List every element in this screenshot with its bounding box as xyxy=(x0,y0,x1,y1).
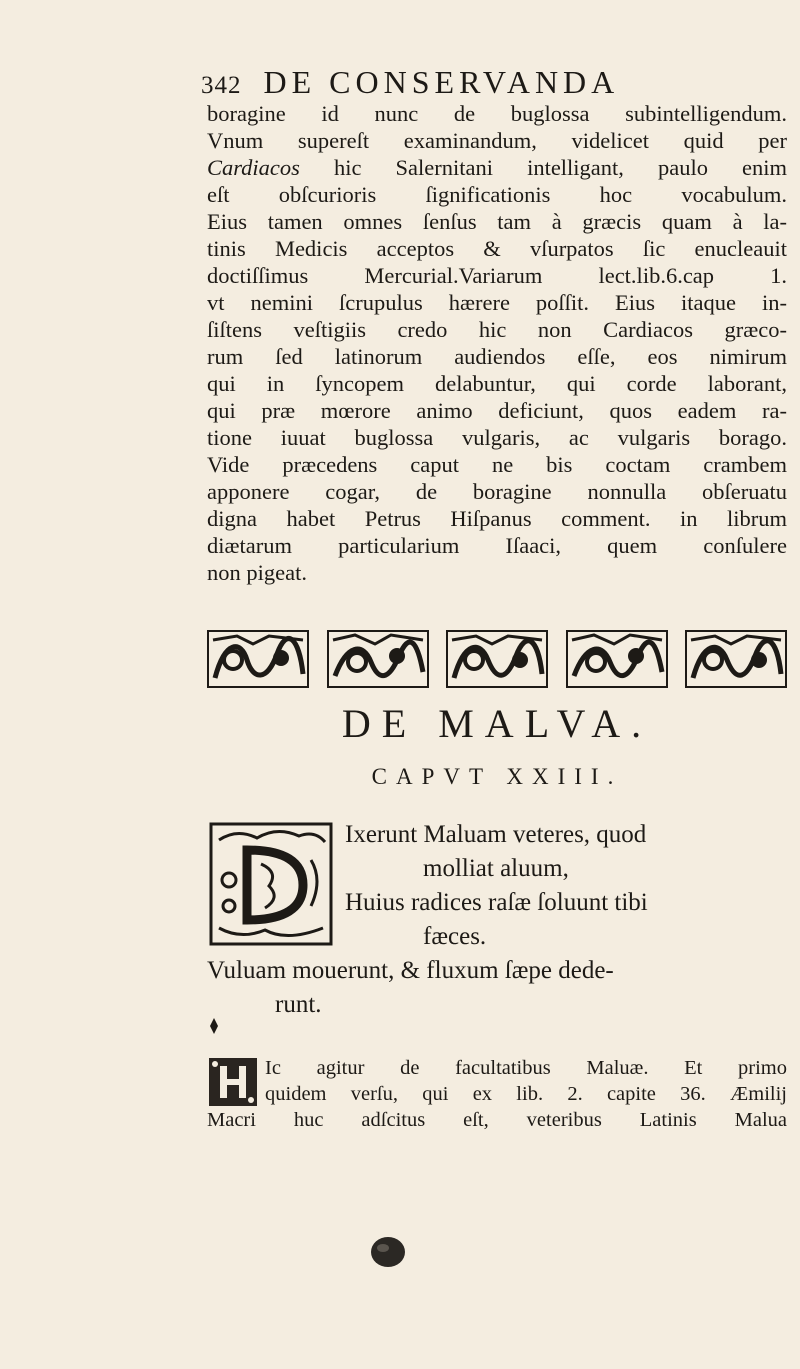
body-line xyxy=(207,154,787,181)
headpiece-block xyxy=(327,630,429,688)
verse-line: Vuluam mouerunt, & fluxum ſæpe dede- xyxy=(207,957,614,984)
body-line: eſt obſcurioris ſignificationis hoc vocabulum. xyxy=(207,182,787,207)
body-line: diætarum particularium Iſaaci, quem conſulere xyxy=(207,533,787,558)
verse-line: Ixerunt Maluam veteres, quod xyxy=(345,821,647,848)
headpiece-block xyxy=(207,630,309,688)
body-line: qui in ſyncopem delabuntur, qui corde laborant, xyxy=(207,371,787,396)
body-line: boragine id nunc de buglossa subintelligendum. xyxy=(207,101,787,126)
verse-block xyxy=(345,818,795,954)
commentary-line: Macri huc adſcitus eſt, veteribus Latinis Malua xyxy=(207,1109,787,1131)
verse-line: molliat aluum, xyxy=(423,855,569,882)
body-line: Eius tamen omnes ſenſus tam à græcis quam à la- xyxy=(207,209,787,234)
verse-continuation xyxy=(207,954,797,1022)
body-line: apponere cogar, de boragine nonnulla obſeruatu xyxy=(207,479,787,504)
body-line: non pigeat. xyxy=(207,560,307,585)
verse-line: Huius radices raſæ ſoluunt tibi xyxy=(345,889,648,916)
verse-line: fæces. xyxy=(423,923,487,950)
body-line: Vnum supereſt examinandum, videlicet quid per xyxy=(207,128,787,153)
woodcut-headpiece-icon xyxy=(207,628,787,690)
section-title: DE MALVA. xyxy=(341,701,653,746)
body-line: qui præ mœrore animo deficiunt, quos eadem ra- xyxy=(207,398,787,423)
commentary-paragraph xyxy=(207,1055,787,1133)
body-line: tinis Medicis acceptos & vſurpatos ſic enucleauit xyxy=(207,236,787,261)
commentary-line: Ic agitur de facultatibus Maluæ. Et primo xyxy=(265,1057,787,1079)
body-paragraph xyxy=(207,100,787,586)
headpiece-block xyxy=(566,630,668,688)
commentary-line: quidem verſu, qui ex lib. 2. capite 36. Æmilij xyxy=(265,1083,787,1105)
body-line: doctiſſimus Mercurial.Variarum lect.lib.6.cap 1. xyxy=(207,263,787,288)
body-line-rest: hic Salernitani intelligant, paulo enim xyxy=(334,155,788,180)
body-line: digna habet Petrus Hiſpanus comment. in librum xyxy=(207,506,787,531)
ink-stain xyxy=(366,1232,410,1272)
italic-word: Cardiacos xyxy=(207,155,300,180)
body-line: vt nemini ſcrupulus hærere poſſit. Eius itaque in- xyxy=(207,290,787,315)
running-title: DE CONSERVANDA xyxy=(263,64,620,100)
headpiece-block xyxy=(685,630,787,688)
chapter-label: CAPVT XXIII. xyxy=(371,764,623,789)
body-line: Vide præcedens caput ne bis coctam crambem xyxy=(207,452,787,477)
running-head xyxy=(201,64,701,102)
body-line: rum ſed latinorum audiendos eſſe, eos nimirum xyxy=(207,344,787,369)
fleuron-icon xyxy=(204,1016,224,1036)
page-number: 342 xyxy=(201,72,242,99)
body-line: tione iuuat buglossa vulgaris, ac vulgaris borago. xyxy=(207,425,787,450)
initial-D-floral-icon xyxy=(207,820,335,948)
headpiece-block xyxy=(446,630,548,688)
verse-line: runt. xyxy=(275,991,322,1018)
body-line: ſiſtens veſtigiis credo hic non Cardiacos græco- xyxy=(207,317,787,342)
